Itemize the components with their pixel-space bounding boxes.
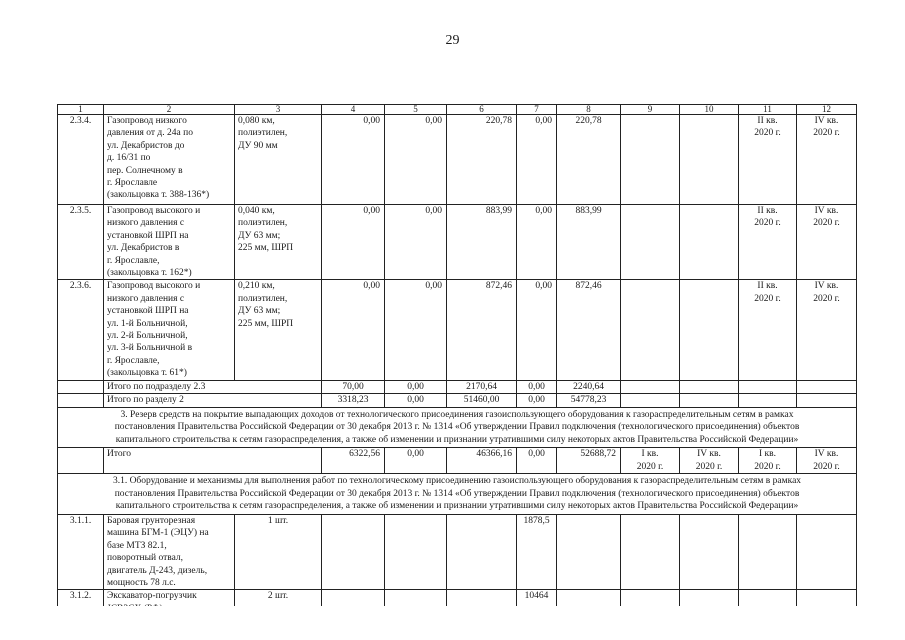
value-col7: 0,00 xyxy=(517,115,557,205)
subtotal-col4: 70,00 xyxy=(322,380,385,393)
object-name xyxy=(104,205,235,280)
start-quarter xyxy=(739,205,797,280)
empty-cell xyxy=(797,394,857,407)
empty-cell xyxy=(621,394,680,407)
cell-line: (закольцовка т. 388-136*) xyxy=(107,190,210,201)
value-col7: 0,00 xyxy=(517,280,557,380)
total-col11 xyxy=(739,448,797,474)
cell-line: полиэтилен, xyxy=(238,128,288,139)
object-name xyxy=(104,115,235,205)
cell-line: I кв. xyxy=(758,449,776,460)
cell-line: г. Ярославле, xyxy=(107,355,160,366)
value-col10 xyxy=(680,115,739,205)
value-col4 xyxy=(322,514,385,589)
value-col5: 0,00 xyxy=(385,205,447,280)
cell-line: 225 мм, ШРП xyxy=(238,318,294,329)
cell-line: капитального строительства к сетям газораспределения, а также об изменении и признании утратившими силу некоторых актов Правительства Российской Федерации» xyxy=(115,501,799,512)
cell-line: 2020 г. xyxy=(636,461,664,472)
cell-line: ул. Декабристов в xyxy=(107,243,180,254)
object-spec xyxy=(235,205,322,280)
item-number: 3.1.1. xyxy=(58,514,104,589)
total-col9 xyxy=(621,448,680,474)
cell-line: (закольцовка т. 162*) xyxy=(107,268,192,279)
item-number: 2.3.6. xyxy=(58,280,104,380)
total-col8: 52688,72 xyxy=(557,448,621,474)
subtotal-section-2 xyxy=(58,394,857,407)
cell-line: постановления Правительства Российской Федерации от 30 декабря 2013 г. № 1314 «Об утверждении Правил подключения (технологического присоединения) объектов xyxy=(114,422,800,433)
cell-line: ДУ 90 мм xyxy=(238,140,278,151)
column-number-row xyxy=(58,105,857,115)
cell-line: IV кв. xyxy=(814,281,839,292)
item-number: 3.1.2. xyxy=(58,590,104,620)
object-row xyxy=(58,205,857,280)
value-col5 xyxy=(385,514,447,589)
subtotal-col5: 0,00 xyxy=(385,380,447,393)
value-col5: 0,00 xyxy=(385,280,447,380)
empty-cell xyxy=(680,380,739,393)
object-name xyxy=(104,280,235,380)
cell-line: II кв. xyxy=(757,281,778,292)
value-col4: 0,00 xyxy=(322,205,385,280)
end-quarter xyxy=(797,205,857,280)
empty-cell xyxy=(739,394,797,407)
column-number-8: 8 xyxy=(557,105,621,115)
cell-line: постановления Правительства Российской Федерации от 30 декабря 2013 г. № 1314 «Об утверждении Правил подключения (технологического присоединения) объектов xyxy=(114,488,800,499)
value-col6 xyxy=(447,514,517,589)
cell-line: низкого давления с xyxy=(107,293,185,304)
cell-line: 3. Резерв средств на покрытие выпадающих доходов от технологического присоединения газоиспользующего оборудования к газораспределительным сетям в рамках xyxy=(120,409,794,420)
empty-cell xyxy=(680,394,739,407)
total-col7: 0,00 xyxy=(517,448,557,474)
cell-line: 0,210 км, xyxy=(238,281,275,292)
subtotal-col6: 2170,64 xyxy=(447,380,517,393)
cell-line: 2020 г. xyxy=(813,128,840,139)
cell-line: IV кв. xyxy=(814,116,839,126)
section-3-heading xyxy=(58,407,857,448)
value-col8: 883,99 xyxy=(557,205,621,280)
item-number: 2.3.4. xyxy=(58,115,104,205)
value-col10 xyxy=(680,205,739,280)
cell-line: полиэтилен, xyxy=(238,293,288,304)
empty-cell xyxy=(58,380,104,393)
cell-line: Газопровод высокого и xyxy=(107,206,201,216)
value-col7: 1878,5 xyxy=(517,514,557,589)
equipment-qty: 1 шт. xyxy=(235,514,322,589)
cell-line: ул. Декабристов до xyxy=(107,140,185,151)
empty-cell xyxy=(621,380,680,393)
cell-line: г. Ярославле xyxy=(107,178,158,189)
cell-line: установкой ШРП на xyxy=(107,230,189,241)
cell-line: ул. 1-й Больничной, xyxy=(107,318,188,329)
cell-line: 2020 г. xyxy=(754,128,781,139)
subtotal-label: Итого по разделу 2 xyxy=(104,394,322,407)
cell-line: Баровая грунторезная xyxy=(107,515,196,526)
value-col5: 0,00 xyxy=(385,115,447,205)
cell-line: IV кв. xyxy=(814,206,839,216)
value-col8: 220,78 xyxy=(557,115,621,205)
cell-line: ДУ 63 мм; xyxy=(238,306,281,317)
total-col5: 0,00 xyxy=(385,448,447,474)
cell-line: Газопровод низкого xyxy=(107,116,187,126)
empty-cell xyxy=(557,514,621,589)
value-col10 xyxy=(680,280,739,380)
subtotal-col6: 51460,00 xyxy=(447,394,517,407)
subtotal-col5: 0,00 xyxy=(385,394,447,407)
column-number-12: 12 xyxy=(797,105,857,115)
cell-line: I кв. xyxy=(641,449,659,460)
value-col7: 0,00 xyxy=(517,205,557,280)
empty-cell xyxy=(797,380,857,393)
page-number: 29 xyxy=(445,33,460,48)
empty-cell xyxy=(58,394,104,407)
value-col8: 872,46 xyxy=(557,280,621,380)
start-quarter xyxy=(739,115,797,205)
cell-line: полиэтилен, xyxy=(238,218,288,229)
cell-line: давления от д. 24а по xyxy=(107,128,193,139)
section-3-1-heading xyxy=(58,474,857,515)
total-col12 xyxy=(797,448,857,474)
end-quarter xyxy=(797,280,857,380)
empty-cell xyxy=(58,448,104,474)
section-3-1-note xyxy=(58,474,857,515)
total-col4: 6322,56 xyxy=(322,448,385,474)
column-number-2: 2 xyxy=(104,105,235,115)
cell-line: II кв. xyxy=(757,206,778,216)
object-spec xyxy=(235,280,322,380)
value-col9 xyxy=(621,115,680,205)
total-label: Итого xyxy=(104,448,322,474)
subtotal-col7: 0,00 xyxy=(517,394,557,407)
column-number-3: 3 xyxy=(235,105,322,115)
value-col9 xyxy=(621,280,680,380)
object-spec xyxy=(235,115,322,205)
value-col9 xyxy=(621,205,680,280)
cell-line: IV кв. xyxy=(697,449,721,460)
value-col6: 220,78 xyxy=(447,115,517,205)
object-row xyxy=(58,115,857,205)
empty-cell xyxy=(739,514,797,589)
subtotal-col4: 3318,23 xyxy=(322,394,385,407)
column-number-11: 11 xyxy=(739,105,797,115)
cell-line: 2020 г. xyxy=(754,293,781,304)
cell-line: д. 16/31 по xyxy=(107,153,151,164)
cell-line: 2020 г. xyxy=(813,293,840,304)
empty-cell xyxy=(739,380,797,393)
cell-line: машина БГМ-1 (ЭЦУ) на xyxy=(107,528,209,539)
equipment-row xyxy=(58,514,857,589)
value-col6: 883,99 xyxy=(447,205,517,280)
cell-line: 225 мм, ШРП xyxy=(238,243,294,254)
cell-line: II кв. xyxy=(757,116,778,126)
item-number: 2.3.5. xyxy=(58,205,104,280)
total-col6: 46366,16 xyxy=(447,448,517,474)
investment-program-table xyxy=(57,104,857,620)
column-number-10: 10 xyxy=(680,105,739,115)
column-number-1: 1 xyxy=(58,105,104,115)
subtotal-col8: 54778,23 xyxy=(557,394,621,407)
section-3-total xyxy=(58,448,857,474)
cell-line: базе МТЗ 82.1, xyxy=(107,540,167,551)
object-row xyxy=(58,280,857,380)
column-number-7: 7 xyxy=(517,105,557,115)
section-3-note xyxy=(58,407,857,448)
cell-line: пер. Солнечному в xyxy=(107,165,183,176)
column-number-4: 4 xyxy=(322,105,385,115)
cell-line: 2020 г. xyxy=(813,461,840,472)
subtotal-col8: 2240,64 xyxy=(557,380,621,393)
column-number-9: 9 xyxy=(621,105,680,115)
cell-line: низкого давления с xyxy=(107,218,185,229)
cell-line: капитального строительства к сетям газораспределения, а также об изменении и признании утратившими силу некоторых актов Правительства Российской Федерации» xyxy=(115,434,799,445)
start-quarter xyxy=(739,280,797,380)
cell-line: 2020 г. xyxy=(754,461,781,472)
cell-line: ДУ 63 мм; xyxy=(238,230,281,241)
empty-cell xyxy=(680,514,739,589)
empty-cell xyxy=(621,514,680,589)
cell-line: 2020 г. xyxy=(695,461,723,472)
cell-line: двигатель Д-243, дизель, xyxy=(107,565,208,576)
equipment-qty: 2 шт. xyxy=(235,590,322,620)
cell-line: поворотный отвал, xyxy=(107,553,184,564)
cell-line: 3.1. Оборудование и механизмы для выполнения работ по технологическому присоединению газоиспользующего оборудования к газораспределительным сетям в рамках xyxy=(112,476,802,487)
cell-line: ул. 3-й Больничной в xyxy=(107,343,193,354)
column-number-5: 5 xyxy=(385,105,447,115)
cell-line: ул. 2-й Больничной, xyxy=(107,331,188,342)
cell-line: 2020 г. xyxy=(754,218,781,229)
cell-line: (закольцовка т. 61*) xyxy=(107,368,187,379)
subtotal-label: Итого по подразделу 2.3 xyxy=(104,380,322,393)
cell-line: г. Ярославле, xyxy=(107,255,160,266)
value-col4: 0,00 xyxy=(322,115,385,205)
total-col10 xyxy=(680,448,739,474)
end-quarter xyxy=(797,115,857,205)
subtotal-col7: 0,00 xyxy=(517,380,557,393)
cell-line: мощность 78 л.с. xyxy=(107,577,176,588)
empty-cell xyxy=(797,514,857,589)
cell-line: установкой ШРП на xyxy=(107,306,189,317)
value-col4: 0,00 xyxy=(322,280,385,380)
cell-line: Газопровод высокого и xyxy=(107,281,201,292)
value-col6: 872,46 xyxy=(447,280,517,380)
equipment-name xyxy=(104,514,235,589)
column-number-6: 6 xyxy=(447,105,517,115)
cell-line: Экскаватор-погрузчик xyxy=(107,591,197,602)
value-col7: 10464 xyxy=(517,590,557,620)
cell-line: 2020 г. xyxy=(813,218,840,229)
cell-line: 0,080 км, xyxy=(238,116,275,126)
cell-line: IV кв. xyxy=(814,449,839,460)
subtotal-section-2-3 xyxy=(58,380,857,393)
cell-line: 0,040 км, xyxy=(238,206,275,216)
